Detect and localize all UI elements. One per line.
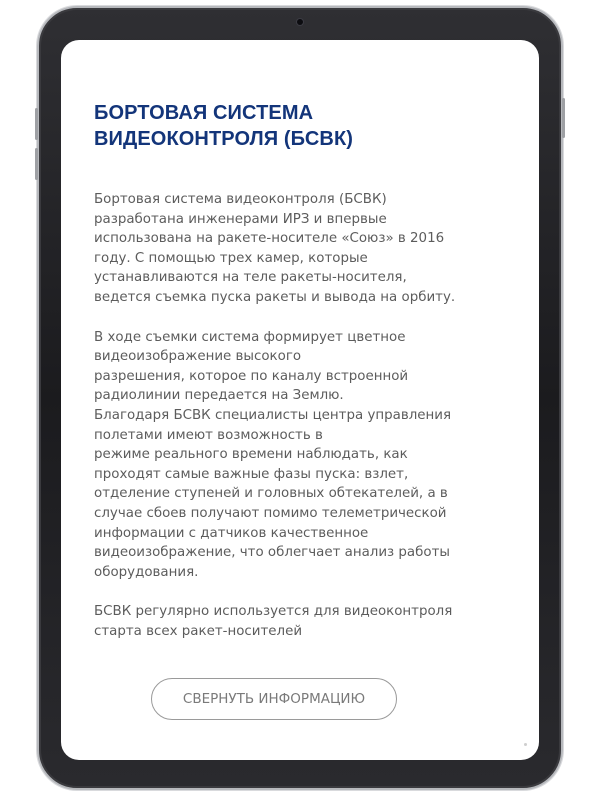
paragraph-usage: БСВК регулярно используется для видеоконтроля старта всех ракет-носителей: [94, 604, 453, 639]
volume-button: [35, 148, 38, 180]
power-button: [562, 98, 565, 138]
paragraph-intro: Бортовая система видеоконтроля (БСВК) разработана инженерами ИРЗ и впервые использована на ракете-носителе «Союз» в 2016 году. С помощью трех камер, которые устанавливаются на теле ракеты-носителя, ведется съемка пуска ракеты и вывода на орбиту.: [94, 192, 456, 305]
page-title: БОРТОВАЯ СИСТЕМА ВИДЕОКОНТРОЛЯ (БСВК): [94, 102, 354, 150]
info-text: [94, 190, 514, 661]
tablet-frame: [37, 6, 563, 790]
tablet-screen: [61, 40, 539, 760]
paragraph-details: В ходе съемки система формирует цветное видеоизображение высокого разрешения, которое по каналу встроенной радиолинии передается на Землю. Благодаря БСВК специалисты центра управления полетами имеют возможность в режиме реального времени наблюдать, как проходят самые важные фазы пуска: взлет, отделение ступеней и головных обтекателей, а в случае сбоев получают помимо телеметрической информации с датчиков качественное видеоизображение, что облегчает анализ работы оборудования.: [94, 329, 452, 580]
scroll-indicator: [524, 743, 527, 746]
camera-icon: [297, 19, 303, 25]
volume-button: [35, 108, 38, 140]
collapse-info-button[interactable]: СВЕРНУТЬ ИНФОРМАЦИЮ: [151, 678, 397, 720]
